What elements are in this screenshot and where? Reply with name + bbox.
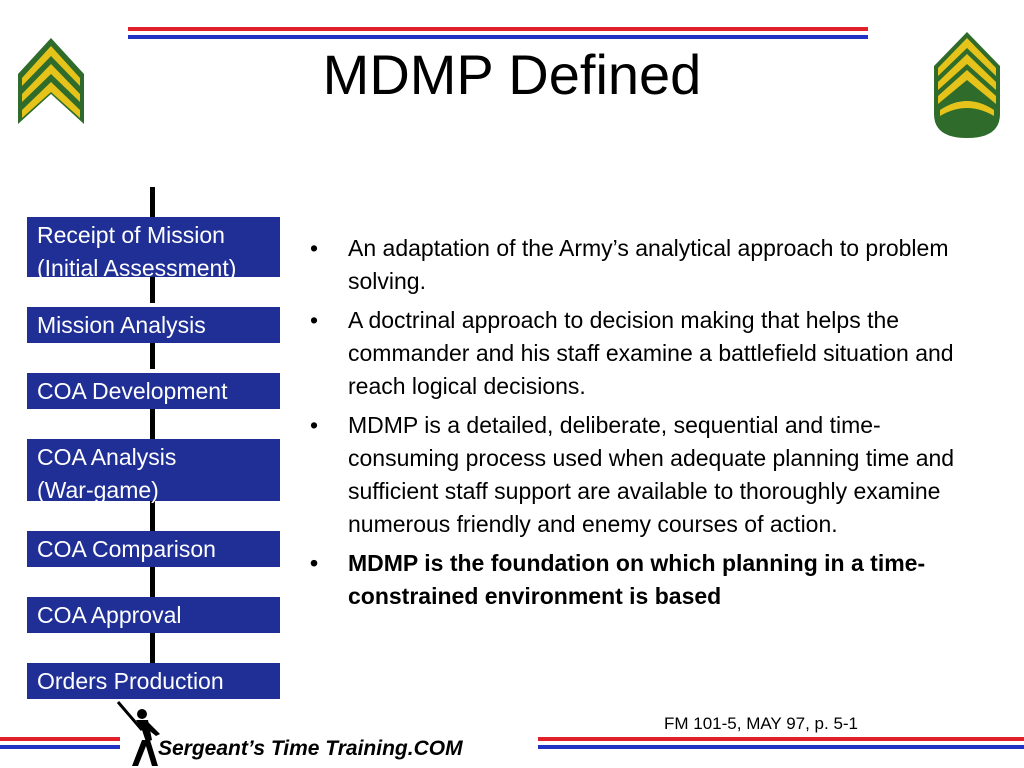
step-coa-development: COA Development — [27, 373, 280, 409]
bottom-left-stripe-blue — [0, 745, 120, 749]
footer-brand: Sergeant’s Time Training.COM — [158, 737, 463, 760]
bullet-dot: • — [310, 550, 319, 576]
bullet-item — [305, 304, 985, 403]
step-receipt-of-mission: Receipt of Mission (Initial Assessment) — [27, 217, 280, 277]
step-coa-analysis: COA Analysis (War-game) — [27, 439, 280, 501]
flow-connector — [150, 343, 155, 369]
bullet-dot: • — [310, 412, 319, 438]
top-stripe-blue — [128, 35, 868, 39]
step-mission-analysis: Mission Analysis — [27, 307, 280, 343]
step-orders-production: Orders Production — [27, 663, 280, 699]
top-stripe-red — [128, 27, 868, 31]
staff-sergeant-chevron-icon — [932, 30, 1002, 140]
flow-connector — [150, 409, 155, 439]
step-coa-comparison: COA Comparison — [27, 531, 280, 567]
flow-connector — [150, 633, 155, 663]
bottom-right-stripe-red — [538, 737, 1024, 741]
soldier-silhouette-icon — [112, 700, 164, 768]
bullet-dot: • — [310, 235, 319, 261]
bottom-right-stripe-blue — [538, 745, 1024, 749]
bullet-list — [305, 232, 985, 619]
bullet-text: MDMP is the foundation on which planning in a time-constrained environment is based — [348, 550, 926, 609]
bullet-item — [305, 409, 985, 541]
step-coa-approval: COA Approval — [27, 597, 280, 633]
bullet-item — [305, 232, 985, 298]
bullet-text: A doctrinal approach to decision making that helps the commander and his staff examine a battlefield situation and reach logical decisions. — [348, 307, 954, 399]
sergeant-chevron-icon — [16, 36, 86, 126]
slide-title: MDMP Defined — [322, 43, 702, 106]
bullet-text: An adaptation of the Army’s analytical approach to problem solving. — [348, 235, 949, 294]
flow-connector — [150, 567, 155, 597]
bullet-item-emphasis — [305, 547, 985, 613]
source-citation: FM 101-5, MAY 97, p. 5-1 — [664, 714, 859, 733]
bottom-left-stripe-red — [0, 737, 120, 741]
bullet-text: MDMP is a detailed, deliberate, sequential and time-consuming process used when adequate planning time and sufficient staff support are available to thoroughly examine numerous friendly and enemy courses of action. — [348, 412, 955, 537]
bullet-dot: • — [310, 307, 319, 333]
flow-connector — [150, 187, 155, 217]
